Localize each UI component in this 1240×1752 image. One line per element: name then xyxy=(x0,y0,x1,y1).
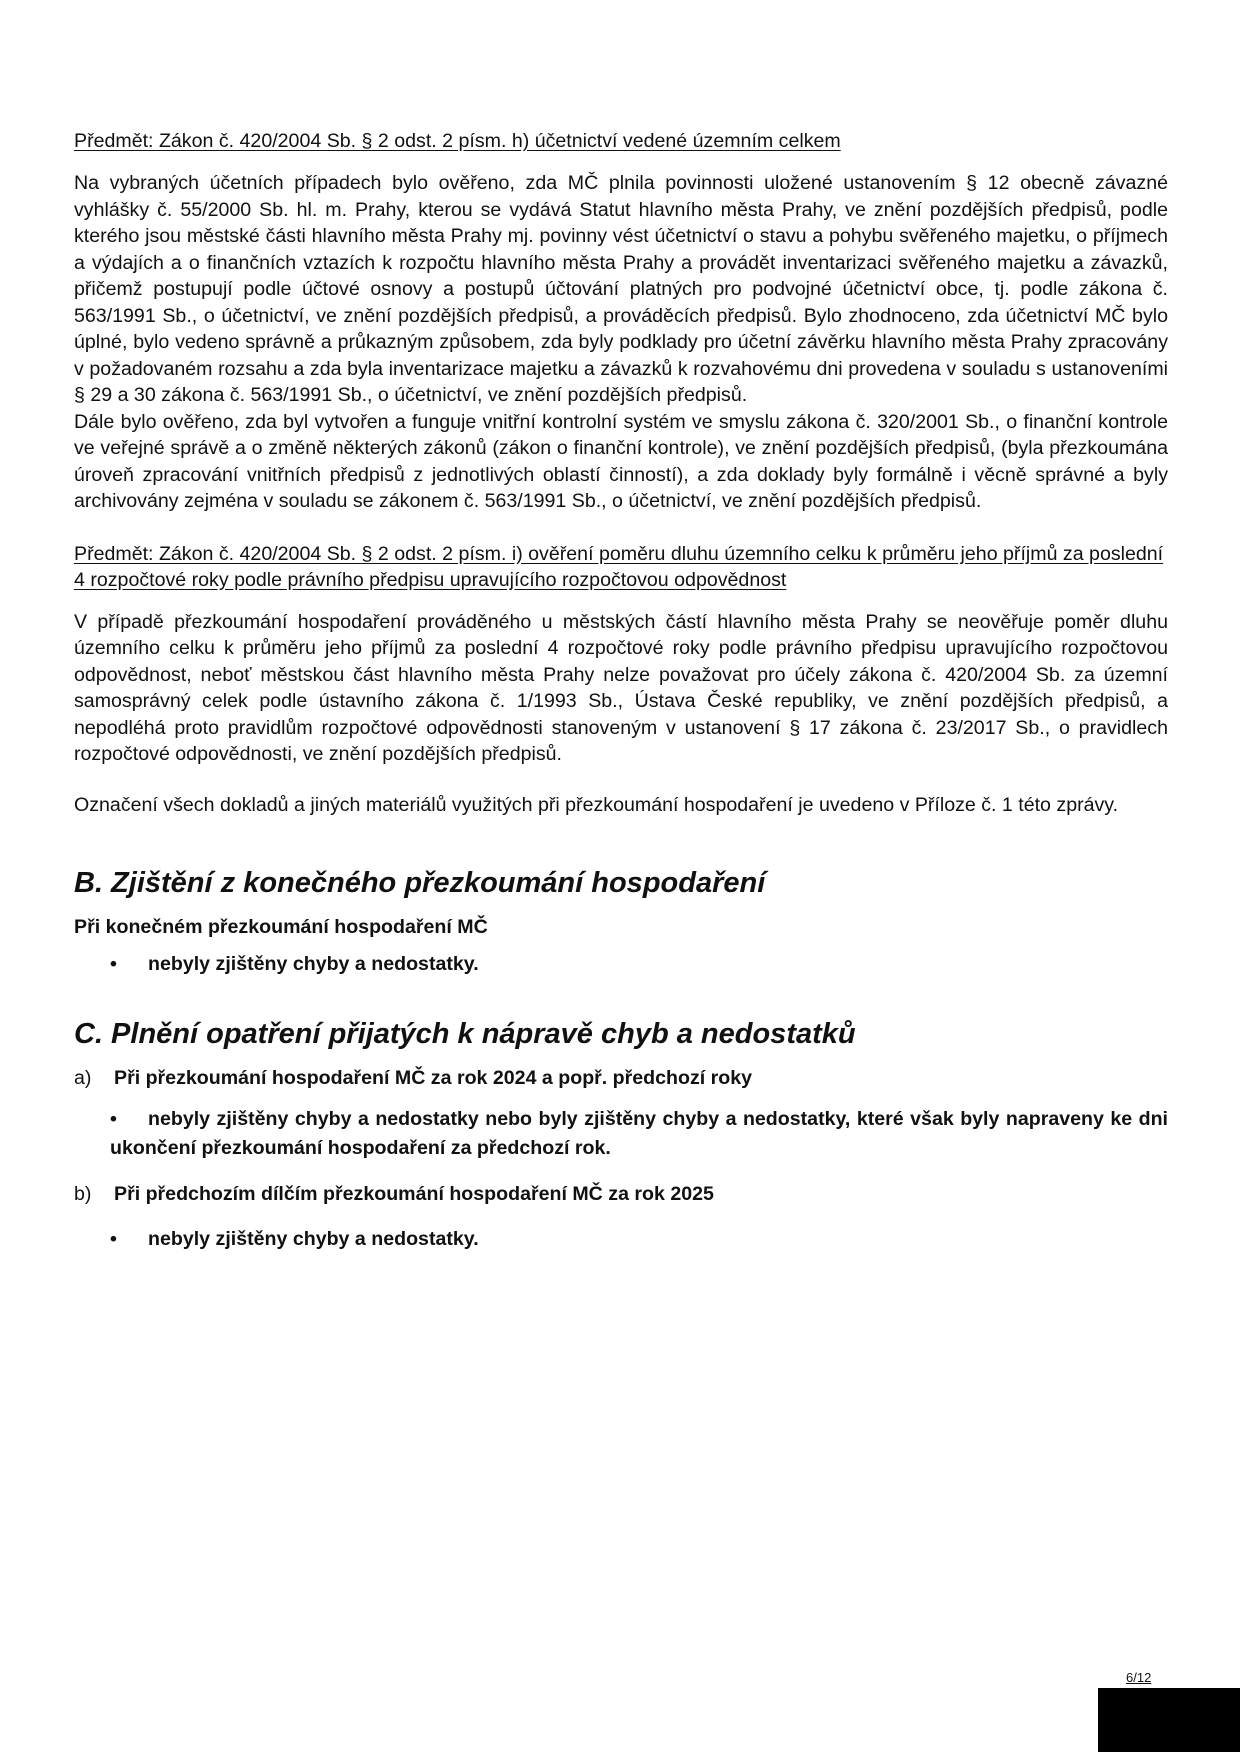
section-c-heading: C. Plnění opatření přijatých k nápravě chyb a nedostatků xyxy=(74,1018,856,1050)
subject-heading-i: Předmět: Zákon č. 420/2004 Sb. § 2 odst. 2 písm. i) ověření poměru dluhu územního celku k průměru jeho příjmů za poslední 4 rozpočtové roky podle právního předpisu upravujícího rozpočtovou odpovědnost xyxy=(74,542,1164,591)
bullet-text: nebyly zjištěny chyby a nedostatky. xyxy=(148,1228,479,1250)
section-c-item-b xyxy=(74,1181,1168,1207)
paragraph-attachment: Označení všech dokladů a jiných materiálů využitých při přezkoumání hospodaření je uvedeno v Příloze č. 1 této zprávy. xyxy=(74,793,1119,816)
subject-heading-h: Předmět: Zákon č. 420/2004 Sb. § 2 odst. 2 písm. h) účetnictví vedené územním celkem xyxy=(74,130,841,152)
redaction-box xyxy=(1098,1688,1240,1752)
document-page xyxy=(74,128,1168,1254)
section-c-a-bullet xyxy=(74,1105,1168,1163)
bullet-icon: • xyxy=(110,1228,117,1250)
page-number: 6/12 xyxy=(1126,1670,1152,1685)
section-b-heading: B. Zjištění z konečného přezkoumání hospodaření xyxy=(74,867,766,899)
bullet-text: nebyly zjištěny chyby a nedostatky nebo byly zjištěny chyby a nedostatky, které však byly napraveny ke dni ukončení přezkoumání hospodaření za předchozí rok. xyxy=(110,1108,1168,1159)
paragraph-debt-ratio: V případě přezkoumání hospodaření prováděného u městských částí hlavního města Prahy se neověřuje poměr dluhu územního celku k průměru jeho příjmů za poslední 4 rozpočtové roky podle právního předpisu upravujícího rozpočtovou odpovědnost, neboť městskou část hlavního města Prahy nelze považovat pro účely zákona č. 420/2004 Sb. za územní samosprávný celek podle ústavního zákona č. 1/1993 Sb., Ústava České republiky, ve znění pozdějších předpisů, a nepodléhá proto pravidlům rozpočtové odpovědnosti stanoveným v ustanovení § 17 zákona č. 23/2017 Sb., o pravidlech rozpočtové odpovědnosti, ve znění pozdějších předpisů. xyxy=(74,610,1168,765)
section-c-b-bullet xyxy=(74,1225,1168,1254)
bullet-icon: • xyxy=(110,1108,117,1130)
section-b-bullet xyxy=(74,950,1168,979)
section-b-intro: Při konečném přezkoumání hospodaření MČ xyxy=(74,916,488,938)
paragraph-internal-control: Dále bylo ověřeno, zda byl vytvořen a funguje vnitřní kontrolní systém ve smyslu zákona č. 320/2001 Sb., o finanční kontrole ve veřejné správě a o změně některých zákonů (zákon o finanční kontrole), ve znění pozdějších předpisů, (byla přezkoumána úroveň zpracování vnitřních předpisů z jednotlivých oblastí činností), a zda doklady byly formálně i věcně správné a byly archivovány zejména v souladu se zákonem č. 563/1991 Sb., o účetnictví, ve znění pozdějších předpisů. xyxy=(74,410,1168,512)
bullet-icon: • xyxy=(110,953,117,975)
item-letter: b) xyxy=(74,1183,92,1205)
bullet-text: nebyly zjištěny chyby a nedostatky. xyxy=(148,953,479,975)
section-c-item-a xyxy=(74,1065,1168,1091)
item-text: Při předchozím dílčím přezkoumání hospodaření MČ za rok 2025 xyxy=(114,1183,714,1205)
item-letter: a) xyxy=(74,1067,92,1089)
item-text: Při přezkoumání hospodaření MČ za rok 2024 a popř. předchozí roky xyxy=(114,1067,753,1089)
paragraph-accounting: Na vybraných účetních případech bylo ověřeno, zda MČ plnila povinnosti uložené ustanovením § 12 obecně závazné vyhlášky č. 55/2000 Sb. hl. m. Prahy, kterou se vydává Statut hlavního města Prahy, ve znění pozdějších předpisů, podle kterého jsou městské části hlavního města Prahy mj. povinny vést účetnictví o stavu a pohybu svěřeného majetku, o příjmech a výdajích a o finančních vztazích k rozpočtu hlavního města Prahy a provádět inventarizaci svěřeného majetku a závazků, přičemž postupují podle účtové osnovy a postupů účtování platných pro podvojné účetnictví obce, tj. podle zákona č. 563/1991 Sb., o účetnictví, ve znění pozdějších předpisů, a prováděcích předpisů. Bylo zhodnoceno, zda účetnictví MČ bylo úplné, bylo vedeno správně a průkazným způsobem, zda byly podklady pro účetní závěrku hlavního města Prahy zpracovány v požadovaném rozsahu a zda byla inventarizace majetku a závazků k rozvahovému dni provedena v souladu s ustanoveními § 29 a 30 zákona č. 563/1991 Sb., o účetnictví, ve znění pozdějších předpisů. xyxy=(74,172,1168,406)
